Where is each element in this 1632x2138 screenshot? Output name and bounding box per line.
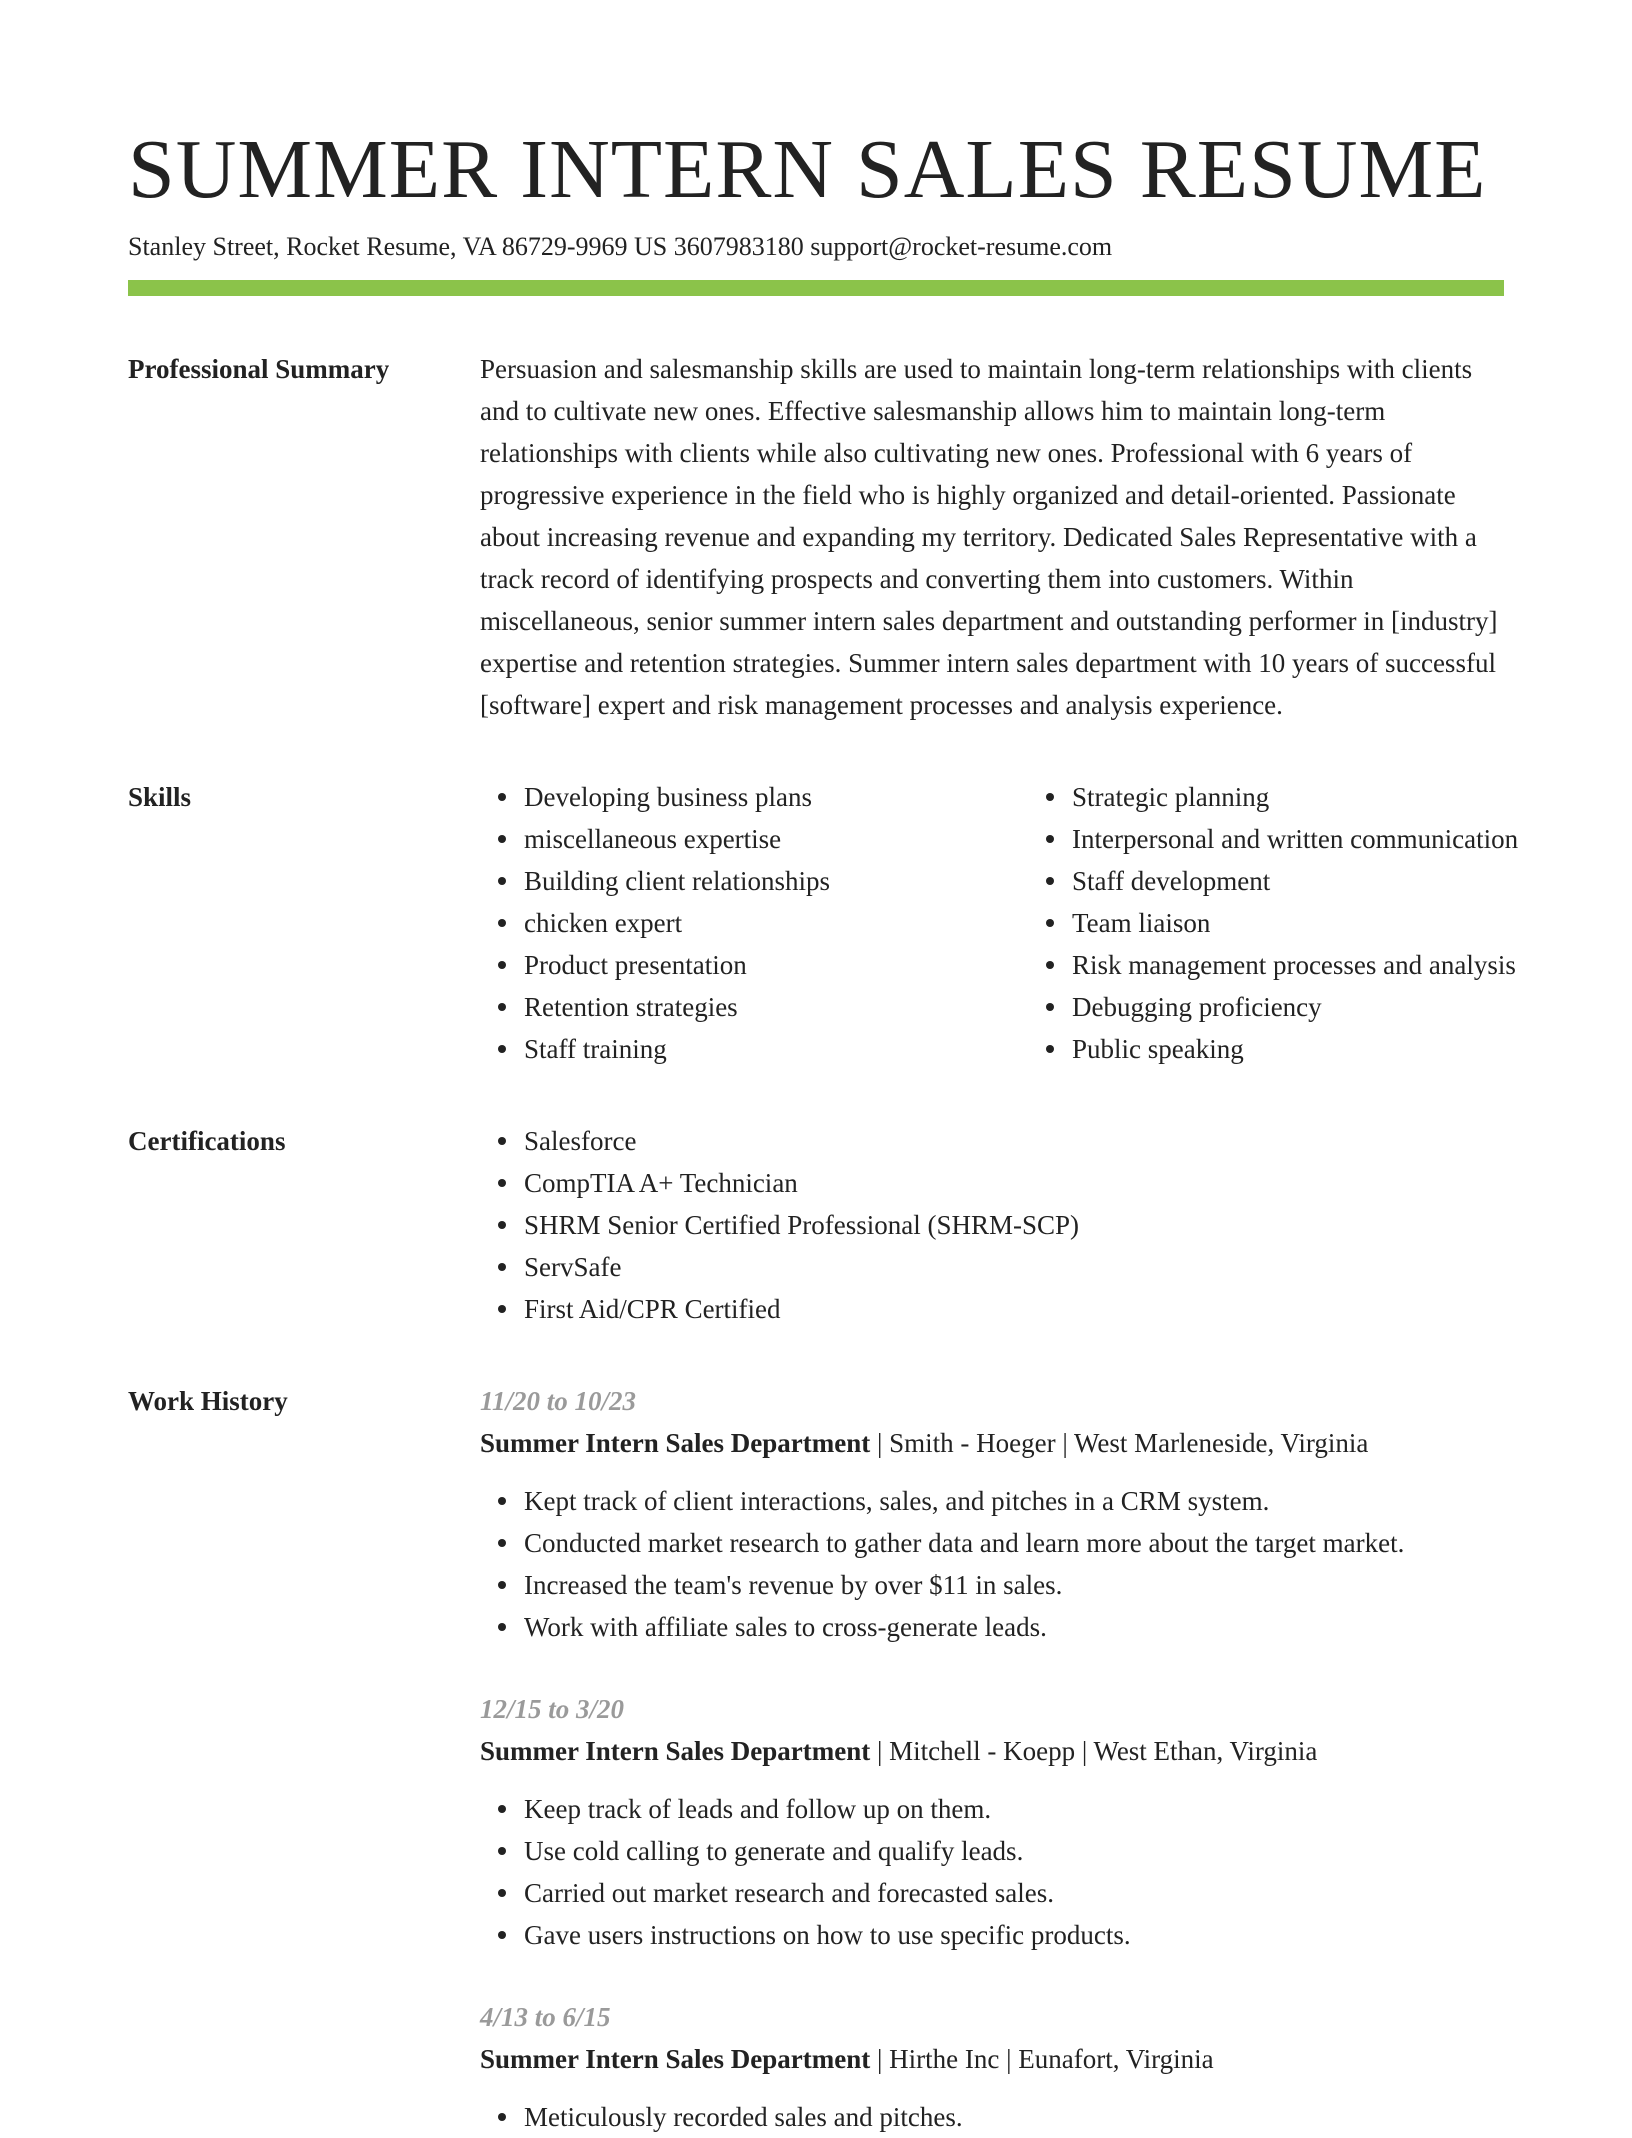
job-duty: Gave users instructions on how to use specific products. xyxy=(524,1914,1504,1956)
job-dates: 11/20 to 10/23 xyxy=(480,1386,637,1416)
skill-item: Team liaison xyxy=(1072,902,1518,944)
job-duty: Work with affiliate sales to cross-generate leads. xyxy=(524,1606,1504,1648)
job-duty: Conducted market research to gather data and learn more about the target market. xyxy=(524,1522,1504,1564)
skill-item: Interpersonal and written communication xyxy=(1072,818,1518,860)
job-title: Summer Intern Sales Department xyxy=(480,1736,871,1766)
work-history-heading: Work History xyxy=(128,1386,288,1416)
job-details: | Smith - Hoeger | West Marleneside, Virginia xyxy=(870,1428,1369,1458)
certification-item: SHRM Senior Certified Professional (SHRM-SCP) xyxy=(524,1204,1504,1246)
certification-item: CompTIA A+ Technician xyxy=(524,1162,1504,1204)
summary-section xyxy=(128,348,1504,726)
skill-item: miscellaneous expertise xyxy=(524,818,1028,860)
job-entry xyxy=(480,1688,1504,1956)
job-details: | Mitchell - Koepp | West Ethan, Virginia xyxy=(870,1736,1318,1766)
summary-text: Persuasion and salesmanship skills are used to maintain long-term relationships with clients and to cultivate new ones. Effective salesmanship allows him to maintain long-term relationships with clients while also cultivating new ones. Professional with 6 years of progressive experience in the field who is highly organized and detail-oriented. Passionate about increasing revenue and expanding my territory. Dedicated Sales Representative with a track record of identifying prospects and converting them into customers. Within miscellaneous, senior summer intern sales department and outstanding performer in [industry] expertise and retention strategies. Summer intern sales department with 10 years of successful [software] expert and risk management processes and analysis experience. xyxy=(480,354,1498,720)
certifications-list xyxy=(480,1120,1504,1330)
skills-section xyxy=(128,776,1519,1070)
job-heading xyxy=(480,1730,1504,1772)
skills-heading: Skills xyxy=(128,782,192,812)
skill-item: Debugging proficiency xyxy=(1072,986,1518,1028)
contact-line: Stanley Street, Rocket Resume, VA 86729-9969 US 3607983180 support@rocket-resume.com xyxy=(128,232,1113,261)
certification-item: Salesforce xyxy=(524,1120,1504,1162)
summary-heading: Professional Summary xyxy=(128,354,390,384)
job-title: Summer Intern Sales Department xyxy=(480,1428,871,1458)
job-heading xyxy=(480,1422,1504,1464)
skill-item: Retention strategies xyxy=(524,986,1028,1028)
job-duty: Kept track of client interactions, sales, and pitches in a CRM system. xyxy=(524,1480,1504,1522)
resume-page xyxy=(128,0,1519,2138)
certification-item: First Aid/CPR Certified xyxy=(524,1288,1504,1330)
skill-item: Staff development xyxy=(1072,860,1518,902)
skills-list-left xyxy=(480,776,1028,1070)
job-title: Summer Intern Sales Department xyxy=(480,2044,871,2074)
certifications-section xyxy=(128,1120,1504,1330)
job-duty: Keep track of leads and follow up on them. xyxy=(524,1788,1504,1830)
skill-item: Risk management processes and analysis xyxy=(1072,944,1518,986)
job-dates: 12/15 to 3/20 xyxy=(480,1694,625,1724)
job-duty: Increased the team's revenue by over $11 in sales. xyxy=(524,1564,1504,1606)
job-details: | Hirthe Inc | Eunafort, Virginia xyxy=(870,2044,1214,2074)
job-duties-list xyxy=(480,2096,1504,2138)
skill-item: Developing business plans xyxy=(524,776,1028,818)
job-dates: 4/13 to 6/15 xyxy=(480,2002,611,2032)
resume-title: SUMMER INTERN SALES RESUME xyxy=(128,123,1487,216)
job-duties-list xyxy=(480,1480,1504,1648)
skill-item: Building client relationships xyxy=(524,860,1028,902)
skill-item: Staff training xyxy=(524,1028,1028,1070)
certification-item: ServSafe xyxy=(524,1246,1504,1288)
skill-item: Product presentation xyxy=(524,944,1028,986)
job-entry xyxy=(480,1380,1504,1648)
job-heading xyxy=(480,2038,1504,2080)
skill-item: Strategic planning xyxy=(1072,776,1518,818)
job-duty: Meticulously recorded sales and pitches. xyxy=(524,2096,1504,2138)
skill-item: chicken expert xyxy=(524,902,1028,944)
skill-item: Public speaking xyxy=(1072,1028,1518,1070)
work-history-section xyxy=(128,1380,1504,2138)
accent-divider xyxy=(128,280,1504,296)
job-duty: Use cold calling to generate and qualify leads. xyxy=(524,1830,1504,1872)
job-entry xyxy=(480,1996,1504,2138)
job-duty: Carried out market research and forecasted sales. xyxy=(524,1872,1504,1914)
job-duties-list xyxy=(480,1788,1504,1956)
certifications-heading: Certifications xyxy=(128,1126,286,1156)
skills-list-right xyxy=(1028,776,1518,1070)
